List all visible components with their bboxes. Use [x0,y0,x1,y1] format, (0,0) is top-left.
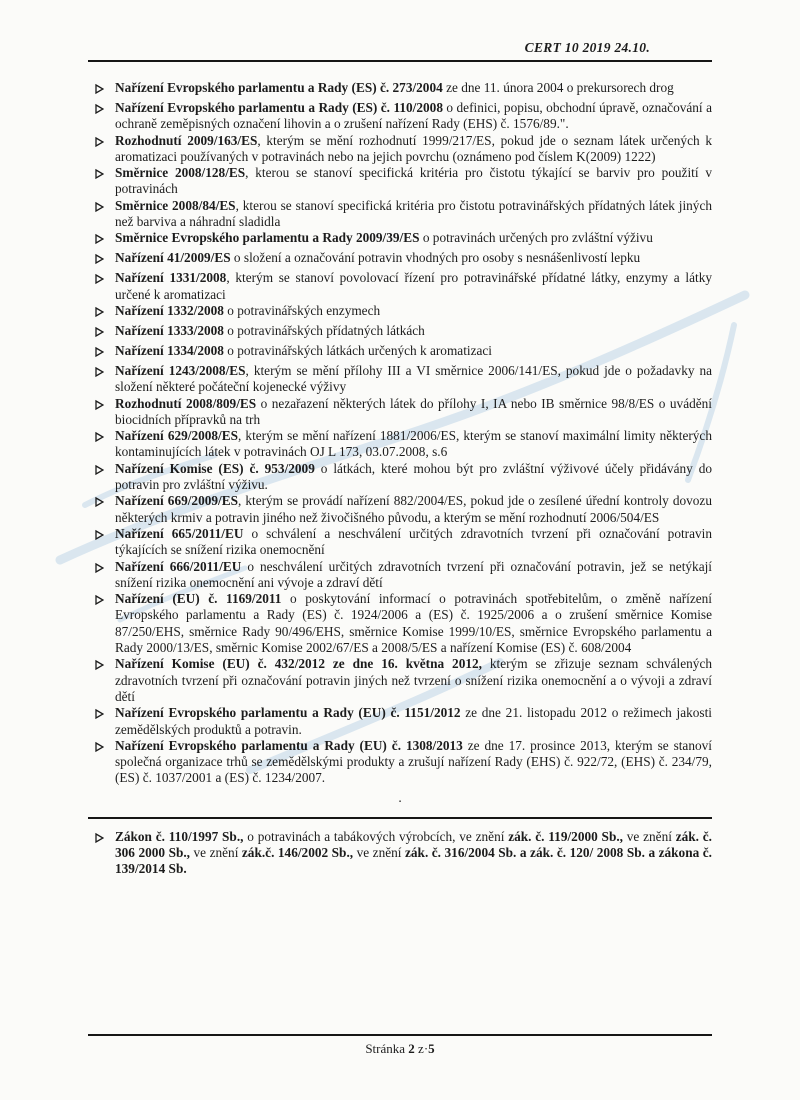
list-item [88,270,712,303]
item-text [115,461,712,494]
footer-rule [88,1034,712,1036]
bold-text: Nařízení Evropského parlamentu a Rady (EU) č. 1151/2012 [115,705,461,721]
arrow-bullet-icon [88,493,115,526]
bold-text: Směrnice 2008/84/ES [115,197,236,213]
arrow-bullet-icon [88,428,115,461]
bold-text: Nařízení Evropského parlamentu a Rady (ES) č. 273/2004 [115,80,443,95]
item-text [115,559,712,592]
bold-text: zák. č. 306 2000 Sb., [115,828,712,860]
content [88,80,712,878]
arrow-bullet-icon [88,526,115,559]
bold-text: Nařízení 1331/2008 [115,270,227,286]
list-item [88,738,712,787]
arrow-bullet-icon [88,738,115,787]
list-item [88,303,712,323]
list-item [88,559,712,592]
arrow-bullet-icon [88,363,115,396]
bold-text: Nařízení (EU) č. 1169/2011 [115,591,282,607]
list-item [88,343,712,363]
item-text [115,705,712,738]
list-item [88,198,712,231]
bold-text: Nařízení Evropského parlamentu a Rady (ES) č. 110/2008 [115,100,443,115]
arrow-bullet-icon [88,165,115,198]
bold-text: Nařízení 41/2009/ES [115,250,231,266]
plain-text: o složení a označování potravin vhodných pro osoby s nesnášenlivostí lepku [230,250,641,266]
arrow-bullet-icon [88,100,115,133]
item-text [115,526,712,559]
arrow-bullet-icon [88,591,115,656]
list-item [88,363,712,396]
list-item [88,591,712,656]
plain-text: kterým se zřizuje seznam schválených zdravotních tvrzení při označování potravin jiných než tvrzení o snížení rizika onemocnění a o vývoji a zdraví dětí [115,656,712,704]
plain-text: ve znění [623,828,676,844]
bold-text: 2 [408,1041,415,1056]
plain-text: ve znění [190,844,242,860]
list-item [88,250,712,270]
stray-dot: . [398,789,402,805]
page-footer [0,1041,800,1057]
list-item [88,230,712,250]
item-text [115,198,712,231]
list-item [88,526,712,559]
bold-text: zák.č. 146/2002 Sb., [241,844,354,860]
plain-text: ze dne 17. prosince 2013, kterým se stanoví společná organizace trhů se zemědělskými produkty a zrušují nařízení Rady (EHS) č. 922/72, (EHS) č. 234/79, (ES) č. 1037/2001 a (ES) č. 1234/2007. [115,737,712,786]
header-rule [88,60,712,62]
item-text [115,323,712,343]
item-text [115,303,712,323]
plain-text: o potravinách a tabákových výrobcích, ve znění [243,828,509,844]
arrow-bullet-icon [88,80,115,100]
arrow-bullet-icon [88,198,115,231]
bold-text: Nařízení 629/2008/ES [115,428,239,444]
plain-text: , kterou se stanoví specifická kritéria pro čistotu potravinářských přídatných látek jiných než barviva a náhradní sladidla [115,197,712,230]
plain-text: , kterou se stanoví specifická kritéria pro čistotu týkající se barviv pro použití v potravinách [115,165,712,197]
list-item [88,656,712,705]
bold-text: Nařízení 1333/2008 [115,322,224,338]
law-note-text [115,829,712,878]
list-item [88,428,712,461]
item-text [115,363,712,396]
bold-text: Nařízení Komise (ES) č. 953/2009 [115,460,315,476]
arrow-bullet-icon [88,230,115,250]
regulation-list [88,80,712,787]
bold-text: Nařízení Evropského parlamentu a Rady (EU) č. 1308/2013 [115,737,463,753]
arrow-bullet-icon [88,343,115,363]
arrow-bullet-icon [88,396,115,429]
bold-text: Nařízení 666/2011/EU [115,558,242,574]
list-item [88,396,712,429]
plain-text: o potravinářských látkách určených k aromatizaci [223,342,492,358]
plain-text: o potravinářských enzymech [223,302,381,318]
bold-text: Nařízení 665/2011/EU [115,525,244,541]
bold-text: Nařízení Komise (EU) č. 432/2012 ze dne 16. května 2012, [115,656,482,672]
plain-text: ve znění [353,844,405,860]
arrow-bullet-icon [88,133,115,166]
arrow-bullet-icon [88,461,115,494]
plain-text: ze dne 11. února 2004 o prekursorech drog [442,80,674,95]
plain-text: z· [414,1041,429,1056]
bold-text: Rozhodnutí 2009/163/ES [115,132,258,148]
item-text [115,738,712,787]
arrow-bullet-icon [88,303,115,323]
plain-text: o poskytování informací o potravinách spotřebitelům, o změně nařízení Evropského parlamentu a Rady (ES) č. 1924/2006 a (ES) č. 1925/2006 a o zrušení směrnice Komise 87/250/EHS, směrnice Rady 90/496/EHS, směrnice Komise 1999/10/ES, směrnice Evropského parlamentu a Rady 2000/13/ES, směrnic Komise 2002/67/ES a 2008/5/ES a nařízení Komise (ES) č. 608/2004 [115,591,713,656]
bold-text: Nařízení 1332/2008 [115,302,224,318]
item-text [115,343,712,363]
plain-text: o potravinářských přídatných látkách [223,322,425,338]
bold-text: Nařízení 1334/2008 [115,342,224,358]
bold-text: Nařízení 669/2009/ES [115,493,238,509]
arrow-bullet-icon [88,323,115,343]
item-text [115,165,712,198]
bold-text: 5 [428,1041,435,1056]
plain-text: Stránka [365,1041,409,1056]
arrow-bullet-icon [88,656,115,705]
list-item [88,133,712,166]
law-note [88,829,712,878]
item-text [115,270,712,303]
arrow-bullet-icon [88,270,115,303]
arrow-bullet-icon [88,250,115,270]
plain-text: o schválení a neschválení určitých zdravotních tvrzení při označování potravin týkajících se snížení rizika onemocnění [115,525,712,558]
arrow-bullet-icon [88,705,115,738]
item-text [115,656,712,705]
plain-text: ze dne 21. listopadu 2012 o režimech jakosti zemědělských produktů a potravin. [115,705,712,737]
bold-text: Směrnice 2008/128/ES [115,165,246,181]
header-stamp-text: CERT 10 2019 24.10. [524,40,650,55]
bold-text: Směrnice Evropského parlamentu a Rady 2009/39/ES [115,230,420,246]
item-text [115,396,712,429]
plain-text: o neschválení určitých zdravotních tvrzení při označování potravin, jež se netýkají snížení rizika onemocnění ani vývoje a zdraví dětí [115,558,712,590]
bold-text: Zákon č. 110/1997 Sb., [115,828,244,844]
plain-text: , kterým se mění rozhodnutí 1999/217/ES, pokud jde o seznam látek určených k aromatizaci používaných v potravinách nebo na jejich povrchu (oznámeno pod číslem K(2009) 1222) [115,132,712,164]
item-text [115,80,712,100]
plain-text: , kterým se provádí nařízení 882/2004/ES, pokud jde o zesílené úřední kontroly dovozu některých krmiv a potravin jiného než živočišného původu, a kterým se mění rozhodnutí 2006/504/ES [115,493,712,525]
arrow-bullet-icon [88,829,115,878]
section-divider [88,817,712,819]
plain-text: , kterým se stanoví povolovací řízení pro potravinářské přídatné látky, enzymy a látky určené k aromatizaci [115,270,712,302]
item-text [115,230,712,250]
item-text [115,493,712,526]
item-text [115,100,712,133]
bold-text: zák. č. 119/2000 Sb., [508,828,623,844]
plain-text: o látkách, které mohou být pro zvláštní výživové účely přidávány do potravin pro zvláštní výživu. [115,460,712,493]
arrow-bullet-icon [88,559,115,592]
list-item [88,165,712,198]
list-item [88,461,712,494]
plain-text: , kterým se mění nařízení 1881/2006/ES, kterým se stanoví maximální limity některých kontaminujících látek v potravinách OJ L 173, 03.07.2008, s.6 [115,428,712,460]
plain-text: o nezařazení některých látek do přílohy I, IA nebo IB směrnice 98/8/ES o uvádění biocidních přípravků na trh [115,395,712,427]
plain-text: o definici, popisu, obchodní úpravě, označování a ochraně zeměpisných označení lihovin a o zrušení nařízení Rady (EHS) č. 1576/89.". [115,100,712,132]
bold-text: Nařízení 1243/2008/ES [115,362,246,378]
bold-text: zák. č. 316/2004 Sb. a zák. č. 120/ 2008 Sb. a zákona č. 139/2014 Sb. [115,844,712,877]
list-item [88,493,712,526]
list-item [88,323,712,343]
item-text [115,591,712,656]
item-text [115,250,712,270]
plain-text: , kterým se mění přílohy III a VI směrnice 2006/141/ES, pokud jde o požadavky na složení některé počáteční kojenecké výživy [115,362,713,395]
item-text [115,133,712,166]
list-item [88,80,712,100]
plain-text: o potravinách určených pro zvláštní výživu [419,230,653,246]
list-item [88,100,712,133]
item-text [115,428,712,461]
list-item [88,705,712,738]
bold-text: Rozhodnutí 2008/809/ES [115,395,257,411]
